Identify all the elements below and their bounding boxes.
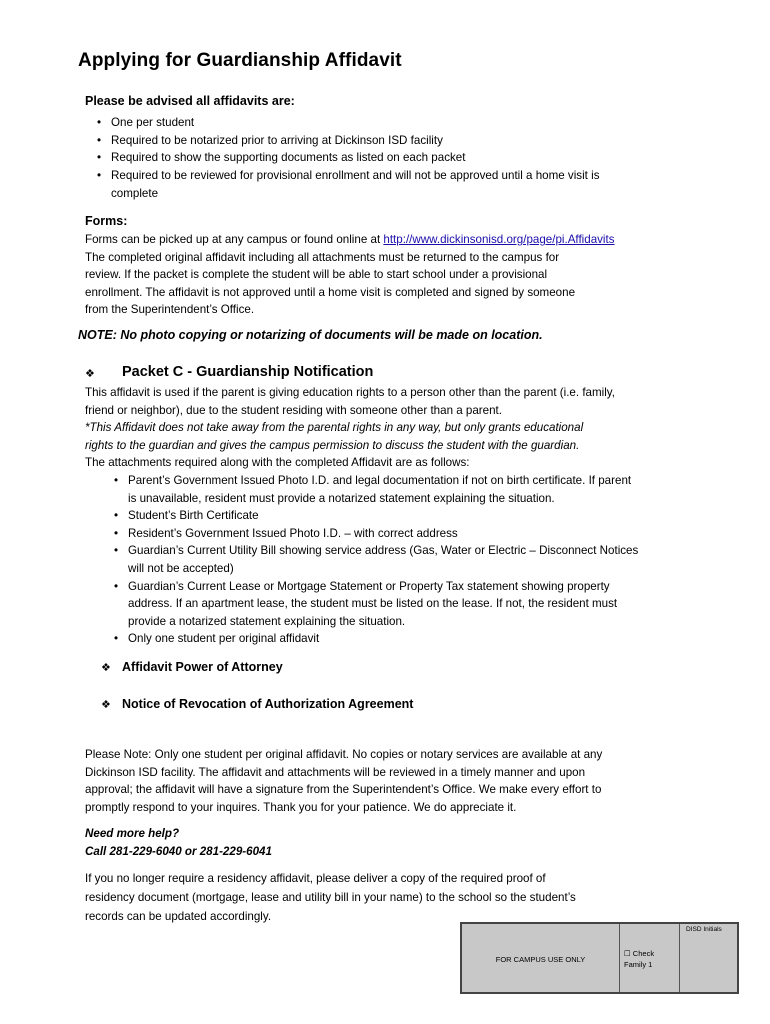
help-phone: Call 281-229-6040 or 281-229-6041 [85,844,272,858]
diamond-bullet-icon: ❖ [101,699,111,711]
list-item: • Required to be notarized prior to arriving at Dickinson ISD facility [85,132,705,150]
help-heading: Need more help? [85,827,180,840]
revocation-title: Notice of Revocation of Authorization Agreement [122,697,414,711]
list-item: • Guardian’s Current Utility Bill showing service address (Gas, Water or Electric – Disconnect Notices will not be accepted) [85,542,725,577]
no-longer-line: If you no longer require a residency affidavit, please deliver a copy of the required proof of [85,872,546,885]
initials-label: DISD Initials [686,926,722,933]
list-item: • Parent’s Government Issued Photo I.D. and legal documentation if not on birth certificate. If parent is unavailable, resident must provide a notarized statement explaining the situation. [85,472,725,507]
check-family-line[interactable]: ☐ Check [624,949,655,958]
check-family-line: Family 1 [624,960,653,969]
please-note-line: Dickinson ISD facility. The affidavit and attachments will be reviewed in a timely manner and upon [85,765,586,779]
initials-cell [680,924,737,992]
please-note-line: promptly respond to your inquires. Thank you for your patience. We do appreciate it. [85,800,517,814]
forms-line1-text: Forms can be picked up at any campus or found online at [85,233,384,246]
packet-c-body [85,384,725,472]
packet-c-italic-line: rights to the guardian and gives the campus permission to discuss the student with the guardian. [85,438,580,452]
forms-line: from the Superintendent’s Office. [85,303,255,317]
no-longer-line: records can be updated accordingly. [85,910,272,923]
attachments-list [85,472,725,648]
please-note-paragraph [85,746,677,816]
page-title: Applying for Guardianship Affidavit [78,50,402,71]
advised-list [85,114,705,184]
no-longer-paragraph [85,869,645,926]
list-item: • Guardian’s Current Lease or Mortgage Statement or Property Tax statement showing property address. If an apartment lease, the student must be listed on the lease. If not, the resident must provide a notarized statement explaining the situation. [85,578,725,631]
packet-c-line: This affidavit is used if the parent is giving education rights to a person other than the parent (i.e. family, [85,386,615,399]
please-note-line: Please Note: Only one student per original affidavit. No copies or notary services are available at any [85,748,603,761]
no-longer-line: residency document (mortgage, lease and utility bill in your name) to the school so the student’s [85,891,576,904]
advised-item-continuation: complete [111,187,159,200]
campus-use-label-cell [462,924,620,992]
forms-body [85,231,725,319]
advised-heading: Please be advised all affidavits are: [85,94,295,108]
campus-use-label: FOR CAMPUS USE ONLY [495,955,586,964]
diamond-bullet-icon: ❖ [85,368,95,380]
packet-c-italic-line: *This Affidavit does not take away from the parental rights in any way, but only grants educational [85,421,584,435]
power-of-attorney-title: Affidavit Power of Attorney [122,660,283,674]
packet-c-title: Packet C - Guardianship Notification [122,364,374,380]
packet-c-line: friend or neighbor), due to the student residing with someone other than a parent. [85,403,502,417]
forms-heading: Forms: [85,214,128,228]
forms-line: The completed original affidavit including all attachments must be returned to the campus for [85,250,560,264]
list-item: • Only one student per original affidavit [85,630,725,648]
note-no-copying: NOTE: No photo copying or notarizing of documents will be made on location. [78,328,543,342]
affidavits-link[interactable]: http://www.dickinsonisd.org/page/pi.Affidavits [383,233,615,246]
attachments-intro: The attachments required along with the completed Affidavit are as follows: [85,456,470,470]
campus-use-box [460,922,739,994]
help-block [85,825,272,860]
please-note-line: approval; the affidavit will have a signature from the Superintendent’s Office. We make every effort to [85,783,602,797]
forms-line [85,231,725,249]
check-family-cell [620,924,680,992]
forms-line: enrollment. The affidavit is not approved until a home visit is completed and signed by someone [85,285,576,299]
list-item: • Required to show the supporting documents as listed on each packet [85,149,705,167]
list-item: • One per student [85,114,705,132]
diamond-bullet-icon: ❖ [101,662,111,674]
list-item: • Resident’s Government Issued Photo I.D. – with correct address [85,525,725,543]
forms-line: review. If the packet is complete the student will be able to start school under a provisional [85,268,548,282]
list-item: • Required to be reviewed for provisional enrollment and will not be approved until a home visit is [85,167,705,185]
list-item: • Student’s Birth Certificate [85,507,725,525]
